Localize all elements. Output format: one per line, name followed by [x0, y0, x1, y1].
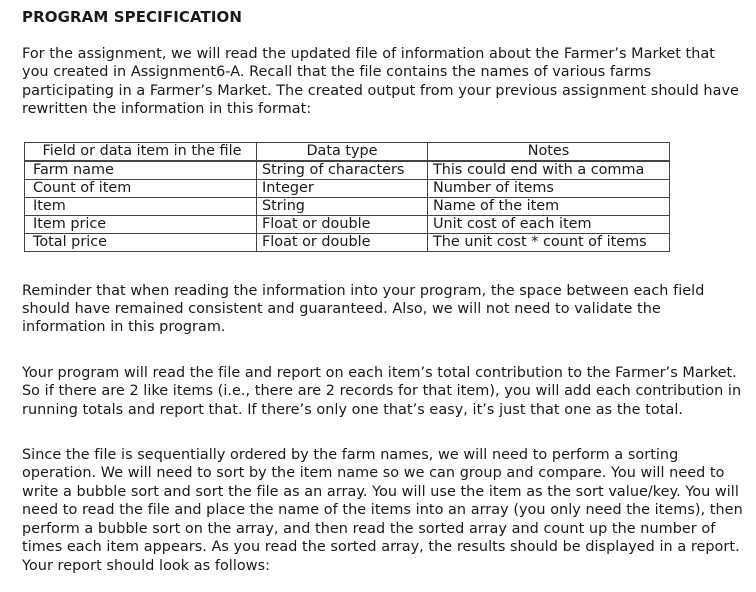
- intro-paragraph: For the assignment, we will read the updated file of information about the Farmer’s Market that you created in Assignment6-A. Recall that the file contains the names of various farms participating in a Farmer’s Market. The created output from your previous assignment should have rewritten the information in this format:: [22, 46, 739, 118]
- cell-data-type: Integer: [257, 179, 428, 197]
- column-header-notes: Notes: [428, 142, 670, 161]
- cell-field: Count of item: [25, 179, 257, 197]
- column-header-field: Field or data item in the file: [25, 142, 257, 161]
- cell-data-type: String of characters: [257, 161, 428, 180]
- table-row: [25, 215, 670, 233]
- table-row: [25, 179, 670, 197]
- cell-data-type: Float or double: [257, 215, 428, 233]
- table-row: [25, 197, 670, 215]
- reminder-paragraph: Reminder that when reading the information into your program, the space between each field should have remained consistent and guaranteed. Also, we will not need to validate the information in this program.: [22, 282, 705, 336]
- section-heading: PROGRAM SPECIFICATION: [22, 8, 243, 26]
- cell-field: Item price: [25, 215, 257, 233]
- table-header-row: [25, 142, 670, 161]
- cell-field: Total price: [25, 233, 257, 251]
- file-format-table: [24, 142, 670, 252]
- cell-data-type: String: [257, 197, 428, 215]
- cell-notes: Name of the item: [428, 197, 670, 215]
- cell-field: Item: [25, 197, 257, 215]
- column-header-data-type: Data type: [257, 142, 428, 161]
- table-row: [25, 233, 670, 251]
- cell-notes: This could end with a comma: [428, 161, 670, 180]
- cell-field: Farm name: [25, 161, 257, 180]
- cell-notes: The unit cost * count of items: [428, 233, 670, 251]
- cell-data-type: Float or double: [257, 233, 428, 251]
- document-page: [22, 7, 746, 575]
- sorting-paragraph: Since the file is sequentially ordered by the farm names, we will need to perform a sorting operation. We will need to sort by the item name so we can group and compare. You will need to write a bubble sort and sort the file as an array. You will use the item as the sort value/key. You will need to read the file and place the name of the items into an array (you only need the items), then perform a bubble sort on the array, and then read the sorted array and count up the number of times each item appears. As you read the sorted array, the results should be displayed in a report. Your report should look as follows:: [22, 447, 743, 574]
- cell-notes: Unit cost of each item: [428, 215, 670, 233]
- table-row: [25, 161, 670, 180]
- cell-notes: Number of items: [428, 179, 670, 197]
- report-paragraph: Your program will read the file and report on each item’s total contribution to the Farmer’s Market. So if there are 2 like items (i.e., there are 2 records for that item), you will add each contribution in running totals and report that. If there’s only one that’s easy, it’s just that one as the total.: [22, 364, 742, 418]
